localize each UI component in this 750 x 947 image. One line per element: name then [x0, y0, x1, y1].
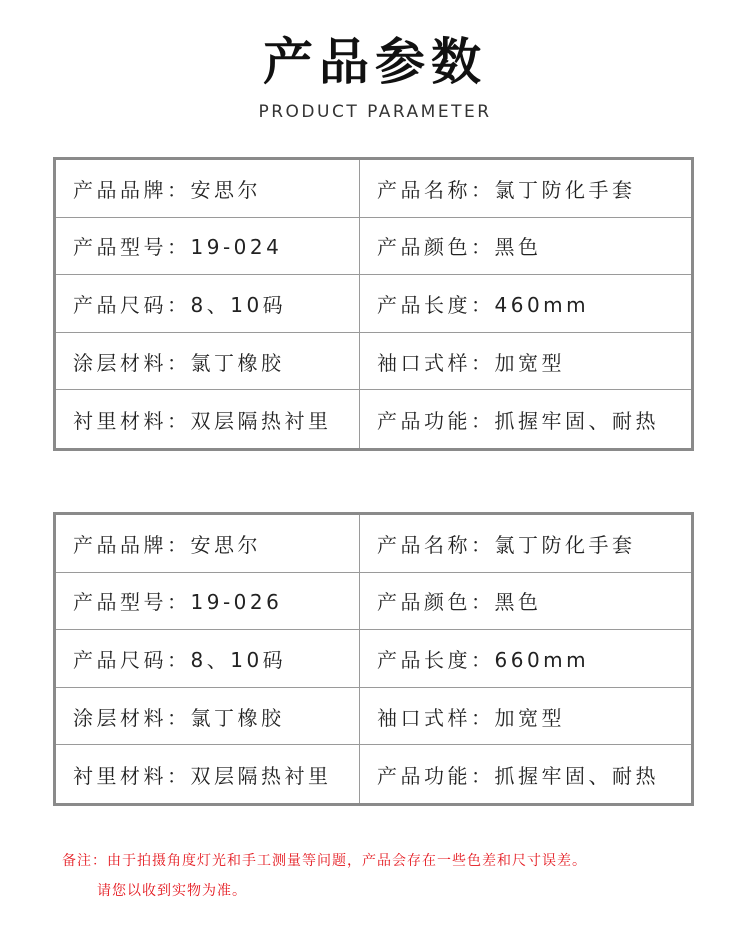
table-row — [56, 275, 691, 333]
spec-cell: 产品品牌：安思尔 — [56, 160, 360, 217]
spec-cell: 产品长度：660mm — [377, 647, 590, 672]
spec-cell: 产品名称：氯丁防化手套 — [377, 177, 636, 202]
spec-cell: 袖口式样：加宽型 — [377, 705, 565, 730]
spec-cell: 袖口式样：加宽型 — [377, 350, 565, 375]
spec-cell: 产品功能：抓握牢固、耐热 — [377, 408, 659, 433]
page-subtitle: PRODUCT PARAMETER — [258, 102, 492, 122]
table-row — [56, 333, 691, 391]
page-title: 产品参数 — [263, 33, 487, 91]
spec-cell: 产品品牌：安思尔 — [56, 515, 360, 572]
disclaimer-note-continued: 请您以收到实物为准。 — [97, 883, 247, 899]
spec-cell: 产品颜色：黑色 — [377, 235, 542, 260]
spec-cell: 衬里材料：双层隔热衬里 — [56, 745, 360, 803]
table-row — [56, 218, 691, 276]
table-row — [56, 515, 691, 573]
spec-cell: 产品长度：460mm — [377, 292, 590, 317]
spec-cell: 产品型号：19-026 — [56, 573, 360, 630]
table-row — [56, 390, 691, 448]
spec-cell: 衬里材料：双层隔热衬里 — [56, 390, 360, 448]
spec-cell: 涂层材料：氯丁橡胶 — [56, 333, 360, 390]
disclaimer-note: 备注：由于拍摄角度灯光和手工测量等问题，产品会存在一些色差和尺寸误差。 — [62, 853, 587, 869]
table-row — [56, 688, 691, 746]
spec-table-2 — [53, 512, 694, 806]
spec-cell: 产品颜色：黑色 — [377, 590, 542, 615]
spec-cell: 产品尺码：8、10码 — [56, 275, 360, 332]
spec-cell: 产品型号：19-024 — [56, 218, 360, 275]
table-row — [56, 630, 691, 688]
spec-cell: 产品尺码：8、10码 — [56, 630, 360, 687]
table-row — [56, 160, 691, 218]
spec-cell: 产品名称：氯丁防化手套 — [377, 532, 636, 557]
table-row — [56, 745, 691, 803]
spec-cell: 产品功能：抓握牢固、耐热 — [377, 763, 659, 788]
spec-table-1 — [53, 157, 694, 451]
spec-cell: 涂层材料：氯丁橡胶 — [56, 688, 360, 745]
table-row — [56, 573, 691, 631]
